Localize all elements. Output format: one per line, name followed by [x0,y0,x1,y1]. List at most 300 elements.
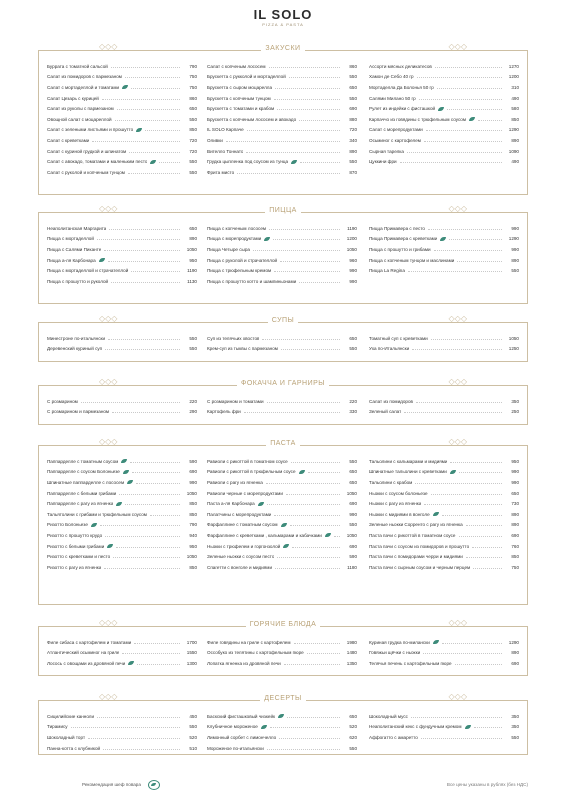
dot-leader [455,664,502,665]
menu-column [369,711,519,743]
leaf-icon [261,725,267,729]
dish-name: С розмарином [47,398,78,404]
dot-leader [105,349,180,350]
dot-leader [292,547,340,548]
menu-item [369,344,519,355]
dish-price: 550 [349,95,357,101]
dot-leader [277,557,340,558]
dish-price: 890 [511,522,519,528]
dish-name: Паппарделле с рагу из ягненка [47,501,114,507]
dish-name: Паста пачи с соусом из помидоров и прошутто [369,543,470,549]
dot-leader [400,162,502,163]
dish-name: Равиоли с рагу из ягненка [207,479,263,485]
menu-item [369,541,519,552]
dot-leader [122,653,180,654]
dish-price: 490 [511,159,519,165]
dish-price: 690 [189,469,197,475]
dot-leader [281,349,340,350]
menu-item [47,82,197,93]
dish-name: Пицца с копченым лососем [207,225,267,231]
dish-name: Хамон де Себо 40 гр [369,74,414,80]
dish-price: 550 [349,74,357,80]
dish-name: Паста пачи с помидорами черри и мидиями [369,554,463,560]
dish-name: Брускетта с копченым лососем и авокадо [207,116,297,122]
dot-leader [125,504,180,505]
dish-price: 550 [349,159,357,165]
dot-leader [442,643,502,644]
menu-column [47,637,197,669]
dish-price: 1090 [508,148,519,154]
footer [0,778,566,798]
dish-name: Ризотто с белыми грибами [47,543,105,549]
menu-item [369,93,519,104]
dish-price: 990 [511,479,519,485]
dish-price: 720 [189,137,197,143]
dot-leader [412,349,502,350]
ornament-icon: ◇◇◇ [99,42,118,51]
dish-price: 790 [189,63,197,69]
menu-column [207,456,357,573]
menu-item [369,509,519,520]
dot-leader [299,120,340,121]
dish-name: Томатный суп с креветками [369,335,428,341]
section-pizza [38,204,528,304]
dish-price: 940 [189,532,197,538]
menu-item [47,255,197,266]
dish-name: Салат из руколы с пармезаном [47,106,114,112]
ornament-icon: ◇◇◇ [448,314,467,323]
dish-name: Осьминог с картофелем [369,137,421,143]
dish-name: Салат с руколой и копченым тунцом [47,169,125,175]
dish-name: Шоколадный мусс [369,713,408,719]
dish-price: 860 [189,95,197,101]
dish-price: 750 [189,84,197,90]
dot-leader [300,162,340,163]
dish-price: 490 [511,95,519,101]
menu-column [369,223,519,276]
section-pasta [38,437,528,605]
dish-name: Шоколадный торт [47,734,86,740]
dish-name: Зеленые ньокки Сорренто с рагу из ягненка [369,522,463,528]
dot-leader [308,472,340,473]
dish-price: 1050 [346,490,357,496]
dish-price: 590 [189,458,197,464]
dish-price: 550 [189,116,197,122]
leaf-icon [107,544,113,548]
dot-leader [132,472,180,473]
dish-name: Фарфаллине с креветками , кальмарами и кабачками [207,532,322,538]
menu-item [207,167,357,178]
leaf-icon [291,160,297,164]
dot-leader [474,727,503,728]
section-title-text: ПИЦЦА [265,207,301,214]
dish-price: 550 [511,734,519,740]
menu-item [207,456,357,467]
menu-item [369,477,519,488]
dot-leader [307,653,340,654]
dish-price: 450 [189,713,197,719]
leaf-icon [469,117,475,121]
menu-item [207,61,357,72]
dish-name: Салат Цезарь с курицей [47,95,99,101]
leaf-icon [122,85,128,89]
dot-leader [277,109,340,110]
dish-price: 690 [349,501,357,507]
dish-price: 1190 [187,268,197,274]
menu-item [47,658,197,669]
dot-leader [134,643,180,644]
dish-name: Филе говядины на гриле с картофелем [207,639,291,645]
menu-item [369,72,519,83]
dish-price: 350 [511,724,519,730]
menu-column [207,637,357,669]
dot-leader [428,229,502,230]
section-title [39,695,527,702]
leaf-icon [127,480,133,484]
dish-name: Рулет из индейки с фисташкой [369,106,436,112]
dot-leader [435,67,502,68]
dish-name: Буррата с томатной сальсой [47,63,108,69]
leaf-icon [438,107,444,111]
menu-item [207,541,357,552]
dish-name: Салат с куриной грудкой и шпинатом [47,148,127,154]
dish-name: Атлантический осьминог на гриле [47,650,120,656]
menu-item [207,93,357,104]
leaf-icon [278,714,284,718]
dish-name: Мортаделла Да Болонья 50 гр [369,84,434,90]
dish-price: 890 [511,511,519,517]
dot-leader [431,339,502,340]
dish-name: Фрита мисто [207,169,235,175]
dot-leader [411,717,502,718]
menu-item [207,530,357,541]
menu-item [207,743,357,754]
dish-name: Ризотто с креветками и песто [47,554,111,560]
dish-name: Пицца с прошутто и грибами [369,246,431,252]
menu-item [369,711,519,722]
leaf-icon [325,533,331,537]
menu-item [47,467,197,478]
dish-price: 550 [189,335,197,341]
dot-leader [421,738,502,739]
menu-item [47,520,197,531]
dish-name: Пицца с трюфельным кремом [207,268,272,274]
section-hot [38,618,528,676]
menu-item [207,637,357,648]
dot-leader [128,173,180,174]
section-title [39,380,527,387]
dot-leader [102,99,180,100]
menu-item [207,551,357,562]
dish-name: С розмарином и томатами [207,398,264,404]
dish-name: Брускетта с копченым тунцом [207,95,271,101]
dish-name: Паста пачи с сырным соусом и черным перцем [369,564,471,570]
dish-name: Филе сибаса с картофелем и томатами [47,639,132,645]
menu-item [369,396,519,407]
section-supy [38,314,528,362]
dot-leader [97,717,180,718]
menu-item [47,551,197,562]
section-zakuski [38,42,528,195]
dish-price: 1190 [347,225,357,231]
dish-price: 850 [189,564,197,570]
dish-price: 1550 [186,650,197,656]
leaf-icon [136,128,142,132]
dot-leader [92,141,180,142]
dish-name: Салат с креветками [47,137,90,143]
dish-name: Ньокки с мидиями в вонголе [369,511,430,517]
dot-leader [457,261,502,262]
dot-leader [119,494,180,495]
leaf-icon [433,512,439,516]
menu-item [207,722,357,733]
dot-leader [137,664,180,665]
dot-leader [269,229,340,230]
dish-name: Паппарделле с белыми грибами [47,490,117,496]
dish-price: 690 [511,532,519,538]
menu-item [47,114,197,125]
dot-leader [415,483,502,484]
menu-item [369,61,519,72]
dish-price: 990 [349,268,357,274]
menu-item [369,265,519,276]
menu-column [207,396,357,417]
menu-item [207,562,357,573]
dot-leader [275,568,340,569]
menu-item [47,333,197,344]
dish-price: 1700 [186,639,197,645]
menu-item [369,125,519,136]
dish-name: Карпаччо из говядины с трюфельным соусом [369,116,467,122]
dish-name: Крем-суп из тыквы с пармезаном [207,346,278,352]
ornament-icon: ◇◇◇ [99,437,118,446]
dish-price: 1290 [508,127,519,133]
dish-name: Баскский фисташковый чизкейк [207,713,276,719]
dot-leader [131,271,180,272]
dish-price: 650 [189,106,197,112]
ornament-icon: ◇◇◇ [448,42,467,51]
section-title-text: ФОКАЧЧА И ГАРНИРЫ [237,380,329,387]
dot-leader [253,250,340,251]
menu-item [47,562,197,573]
dish-name: Брускетта с сыром моцарелла [207,84,272,90]
menu-item [47,456,197,467]
menu-item [369,135,519,146]
menu-item [207,648,357,659]
dot-leader [466,557,502,558]
dish-price: 890 [511,650,519,656]
menu-item [207,276,357,287]
dot-leader [100,525,180,526]
dish-price: 1290 [508,639,519,645]
section-title-text: ГОРЯЧИЕ БЛЮДА [246,621,321,628]
leaf-icon [116,502,122,506]
dish-price: 850 [511,116,519,122]
dot-leader [81,402,180,403]
dish-name: Салат из помидоров с пармезаном [47,74,122,80]
dish-price: 890 [189,236,197,242]
dish-name: Лимонный сорбет с лимончелло [207,734,277,740]
menu-item [47,732,197,743]
dot-leader [434,250,502,251]
dish-price: 550 [349,522,357,528]
ornament-icon: ◇◇◇ [99,377,118,386]
leaf-icon [99,258,105,262]
dish-price: 790 [189,522,197,528]
menu-item [369,732,519,743]
dish-price: 650 [349,335,357,341]
menu-item [207,520,357,531]
menu-item [369,562,519,573]
dot-leader [269,67,340,68]
dish-price: 960 [349,257,357,263]
dish-price: 850 [189,501,197,507]
dot-leader [104,250,180,251]
dot-leader [267,402,340,403]
dot-leader [273,239,340,240]
dish-price: 990 [349,278,357,284]
menu-column [369,456,519,573]
dish-name: Уха по-Итальянски [369,346,410,352]
dish-name: Пицца Четыре сыра [207,246,250,252]
dot-leader [267,749,340,750]
menu-item [369,146,519,157]
dish-name: Вителло Тоннато [207,148,244,154]
dish-name: Лопатка ягненка из дровяной печи [207,660,281,666]
menu-column [369,61,519,167]
dish-name: Тальятолини с грибами и трюфельным соусом [47,511,147,517]
menu-item [207,488,357,499]
menu-item [207,498,357,509]
leaf-icon [123,470,129,474]
dish-price: 690 [349,543,357,549]
menu-item [47,265,197,276]
dot-leader [299,282,340,283]
dish-price: 690 [511,660,519,666]
dish-price: 890 [511,257,519,263]
dish-name: Палатчины с морепродуктами [207,511,272,517]
section-title-text: СУПЫ [268,317,299,324]
dot-leader [404,412,502,413]
ornament-icon: ◇◇◇ [448,618,467,627]
dish-price: 950 [189,543,197,549]
dish-price: 690 [349,106,357,112]
menu-column [207,333,357,354]
ornament-icon: ◇◇◇ [99,204,118,213]
dot-leader [449,239,502,240]
dot-leader [284,664,340,665]
dot-leader [112,412,180,413]
leaf-icon [299,470,305,474]
menu-item [47,541,197,552]
dish-price: 730 [511,501,519,507]
menu-item [47,125,197,136]
dish-price: 330 [349,409,357,415]
dish-name: Салат из помидоров [369,398,413,404]
dish-price: 1050 [186,554,197,560]
menu-item [47,72,197,83]
menu-item [369,520,519,531]
menu-column [207,711,357,753]
dot-leader [291,462,340,463]
dot-leader [109,229,180,230]
menu-item [207,146,357,157]
menu-item [369,156,519,167]
dish-name: Пицца с прошутто и руколой [47,278,109,284]
menu-item [369,488,519,499]
dot-leader [437,88,502,89]
dot-leader [226,141,340,142]
dish-name: Салат с авокадо, томатами и маленьким песто [47,159,148,165]
dot-leader [289,77,340,78]
menu-item [47,244,197,255]
dish-name: Равиоли с рикоттой в трюфельным соусе [207,469,296,475]
dot-leader [108,339,180,340]
dish-name: Пицца а-ля Карбонара [47,257,96,263]
dish-name: Тальолини с крабом [369,479,413,485]
dot-leader [424,504,502,505]
menu-item [369,530,519,541]
dot-leader [466,525,502,526]
dot-leader [150,515,180,516]
dish-price: 1050 [186,490,197,496]
leaf-icon [91,523,97,527]
dot-leader [145,130,180,131]
leaf-icon [258,502,264,506]
dish-name: Оливки [207,137,223,143]
menu-item [47,530,197,541]
section-title [39,207,527,214]
section-title-text: ДЕСЕРТЫ [260,695,305,702]
menu-item [47,477,197,488]
menu-item [207,114,357,125]
price-note: Все цены указаны в рублях (без НДС) [446,782,528,787]
dish-price: 650 [349,84,357,90]
dish-price: 1180 [347,564,357,570]
ornament-icon: ◇◇◇ [448,692,467,701]
menu-item [47,743,197,754]
dish-name: Мороженое по-итальянски [207,745,264,751]
dish-name: Фарфаллине с томатным соусом [207,522,278,528]
dish-price: 750 [189,74,197,80]
menu-item [207,509,357,520]
menu-item [207,344,357,355]
dot-leader [334,536,340,537]
menu-item [47,156,197,167]
dish-price: 1050 [346,532,357,538]
menu-item [47,103,197,114]
dot-leader [473,568,502,569]
section-desserts [38,692,528,755]
dish-name: Телячья печень с картофельным пюре [369,660,452,666]
menu-item [369,648,519,659]
dish-name: Картофель фри [207,409,241,415]
dot-leader [287,717,340,718]
dish-price: 990 [511,225,519,231]
ornament-icon: ◇◇◇ [448,437,467,446]
dish-price: 990 [511,246,519,252]
dish-name: Равиоли с рикоттой в томатном соусе [207,458,288,464]
menu-item [369,82,519,93]
dish-name: Клубничное мороженое [207,724,258,730]
dish-name: Пицца Примавера с песто [369,225,425,231]
dot-leader [262,339,340,340]
dish-price: 850 [189,511,197,517]
dot-leader [88,738,180,739]
dish-price: 990 [189,479,197,485]
menu-column [369,637,519,669]
dish-price: 720 [189,148,197,154]
